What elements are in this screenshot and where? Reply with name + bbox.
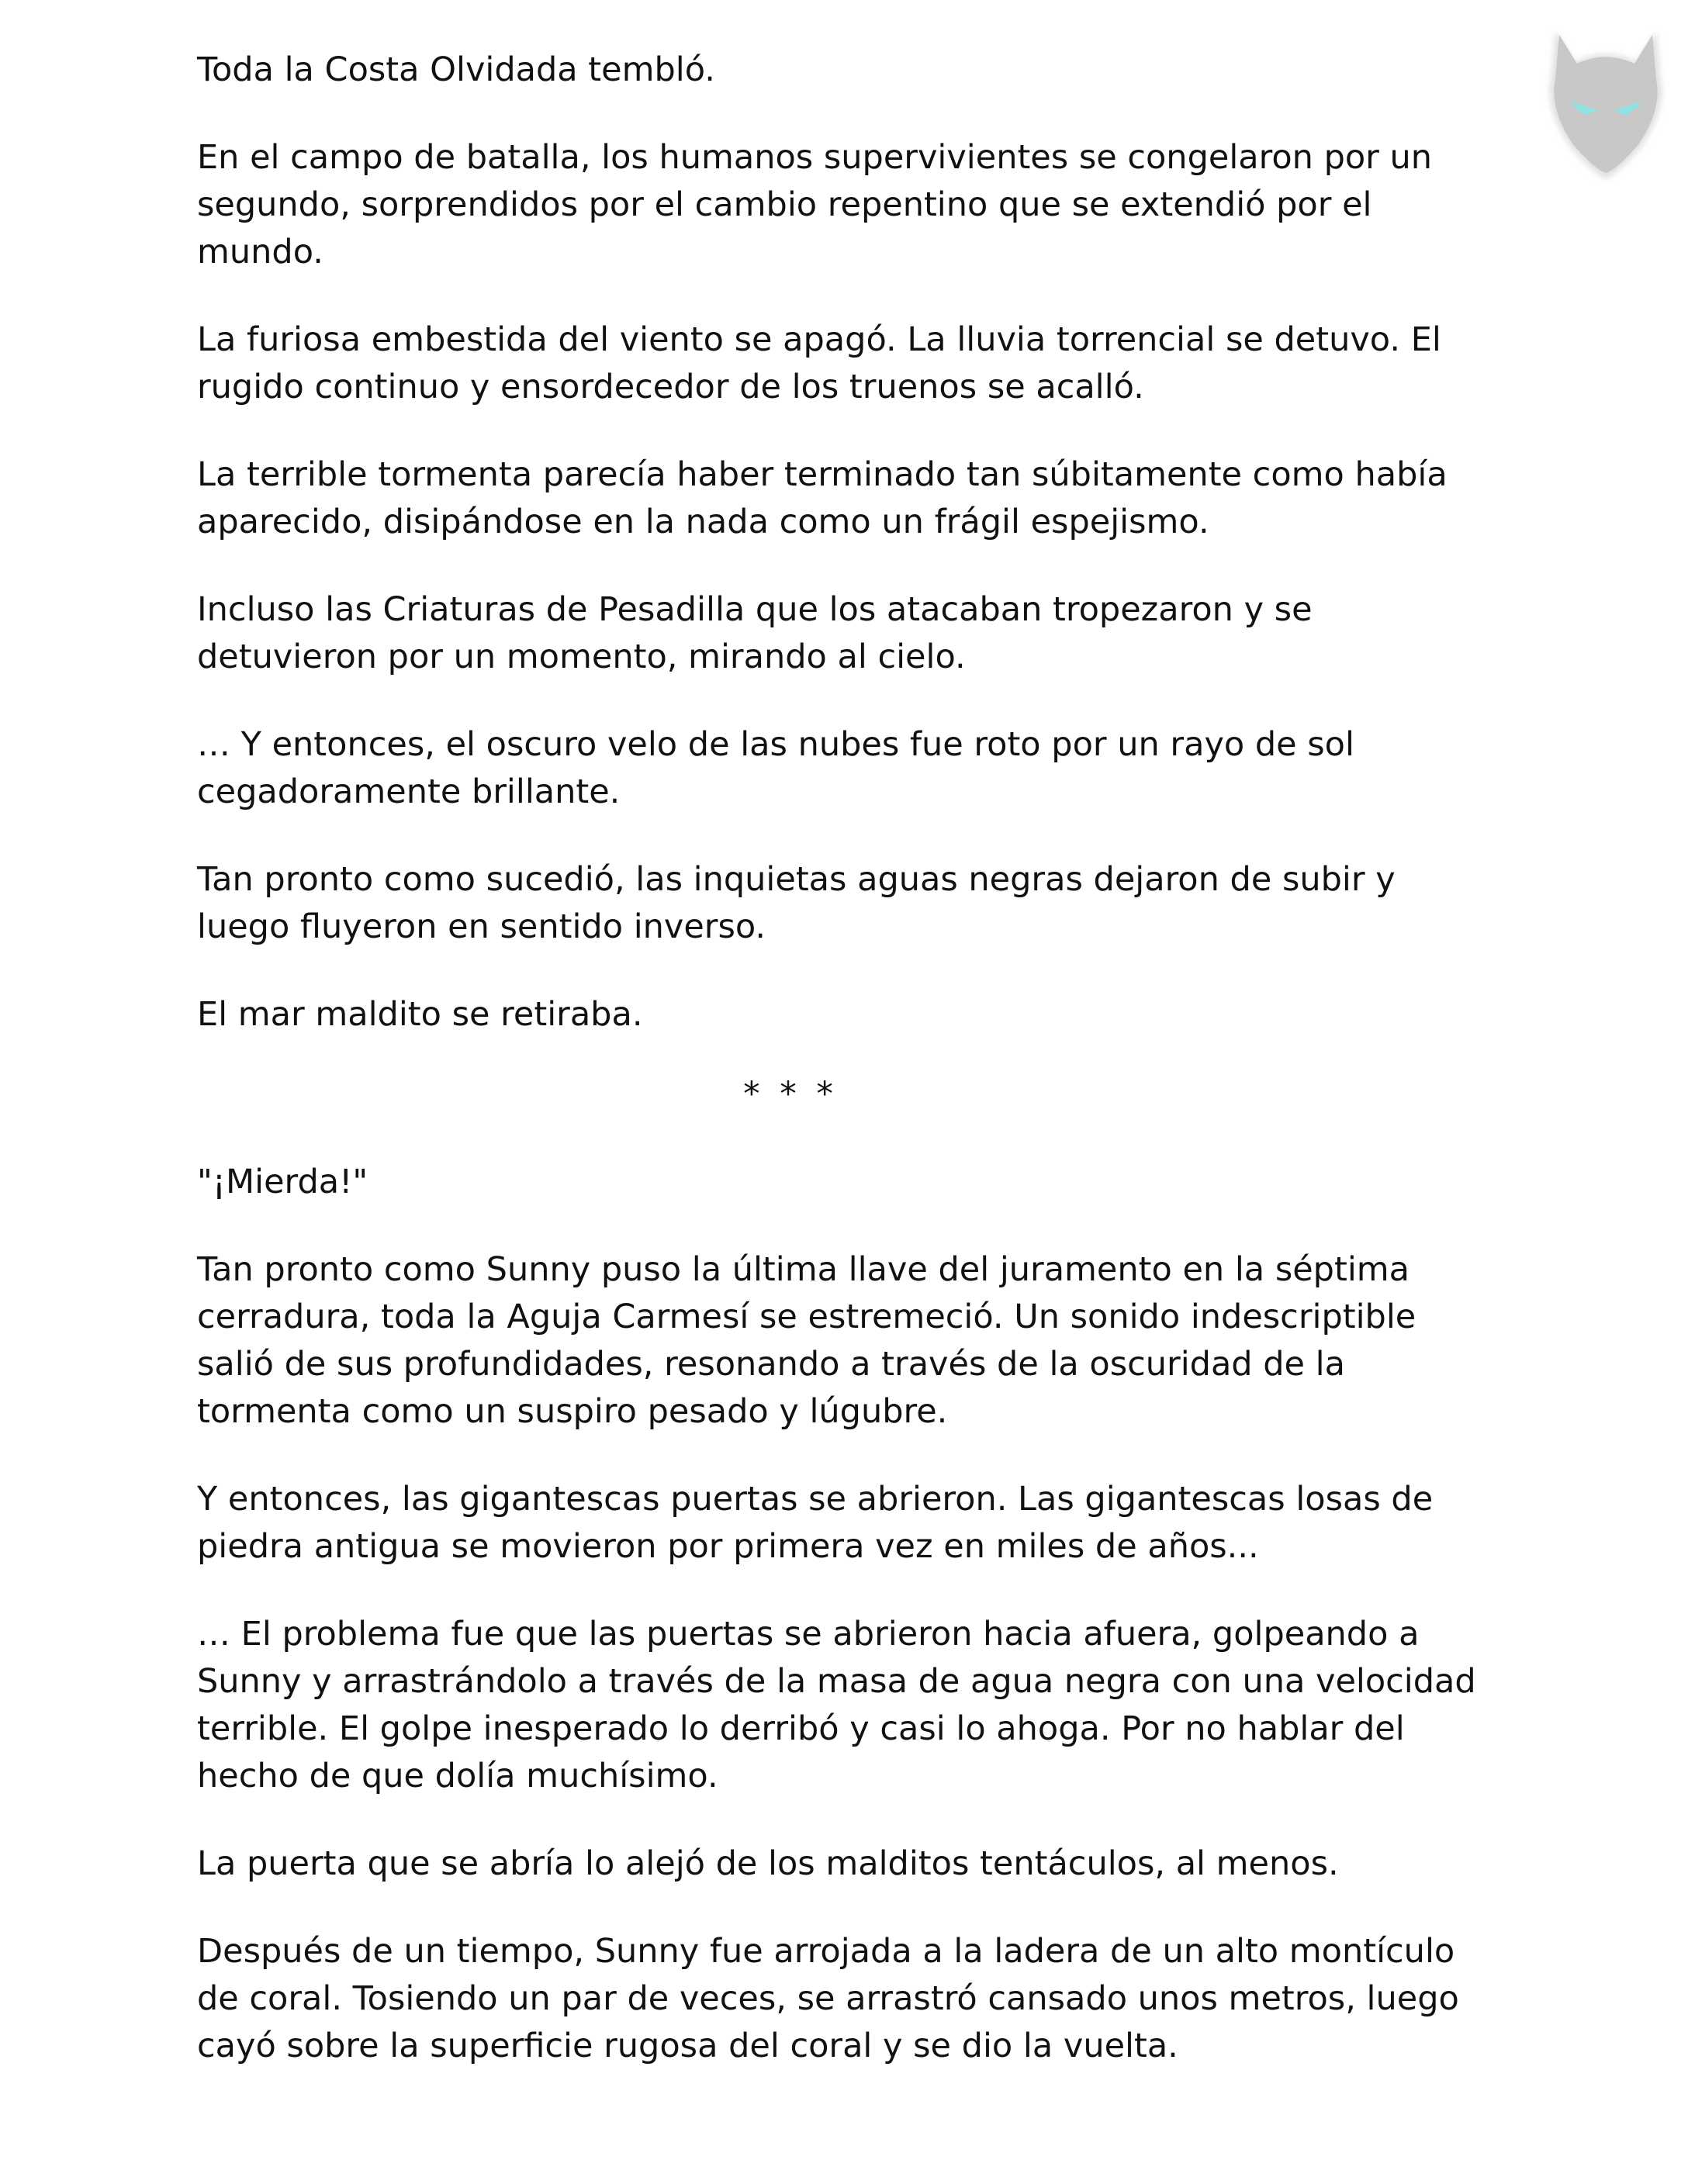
demon-head-icon [1532,16,1679,186]
section-separator: * * * [743,1075,838,1114]
paragraph: Tan pronto como sucedió, las inquietas aguas negras dejaron de subir y luego fluyeron en sentido inverso. [197,860,1396,946]
paragraph: La furiosa embestida del viento se apagó. La lluvia torrencial se detuvo. El rugido continuo y ensordecedor de los truenos se acalló. [197,320,1441,406]
paragraph: … Y entonces, el oscuro velo de las nubes fue roto por un rayo de sol cegadoramente brillante. [197,725,1354,811]
paragraph: Incluso las Criaturas de Pesadilla que los atacaban tropezaron y se detuvieron por un momento, mirando al cielo. [197,590,1313,676]
paragraph: Y entonces, las gigantescas puertas se abrieron. Las gigantescas losas de piedra antigua se movieron por primera vez en miles de años... [197,1480,1434,1566]
paragraph: … El problema fue que las puertas se abrieron hacia afuera, golpeando a Sunny y arrastrándolo a través de la masa de agua negra con una velocidad terrible. El golpe inesperado lo derribó y casi lo ahoga. Por no hablar del hecho de que dolía muchísimo. [197,1615,1476,1795]
paragraph: En el campo de batalla, los humanos supervivientes se congelaron por un segundo, sorprendidos por el cambio repentino que se extendió por el mundo. [197,138,1433,271]
paragraph: La terrible tormenta parecía haber terminado tan súbitamente como había aparecido, disipándose en la nada como un frágil espejismo. [197,455,1448,541]
paragraph: El mar maldito se retiraba. [197,995,643,1034]
paragraph: Toda la Costa Olvidada tembló. [197,50,715,89]
paragraph: Después de un tiempo, Sunny fue arrojada a la ladera de un alto montículo de coral. Tosiendo un par de veces, se arrastró cansado unos metros, luego cayó sobre la superficie rugosa del coral y se dio la vuelta. [197,1932,1459,2065]
paragraph: La puerta que se abría lo alejó de los malditos tentáculos, al menos. [197,1844,1339,1883]
document-body [197,47,1485,2110]
paragraph: "¡Mierda!" [197,1163,368,1201]
paragraph: Tan pronto como Sunny puso la última llave del juramento en la séptima cerradura, toda la Aguja Carmesí se estremeció. Un sonido indescriptible salió de sus profundidades, resonando a través de la oscuridad de la tormenta como un suspiro pesado y lúgubre. [197,1250,1416,1431]
